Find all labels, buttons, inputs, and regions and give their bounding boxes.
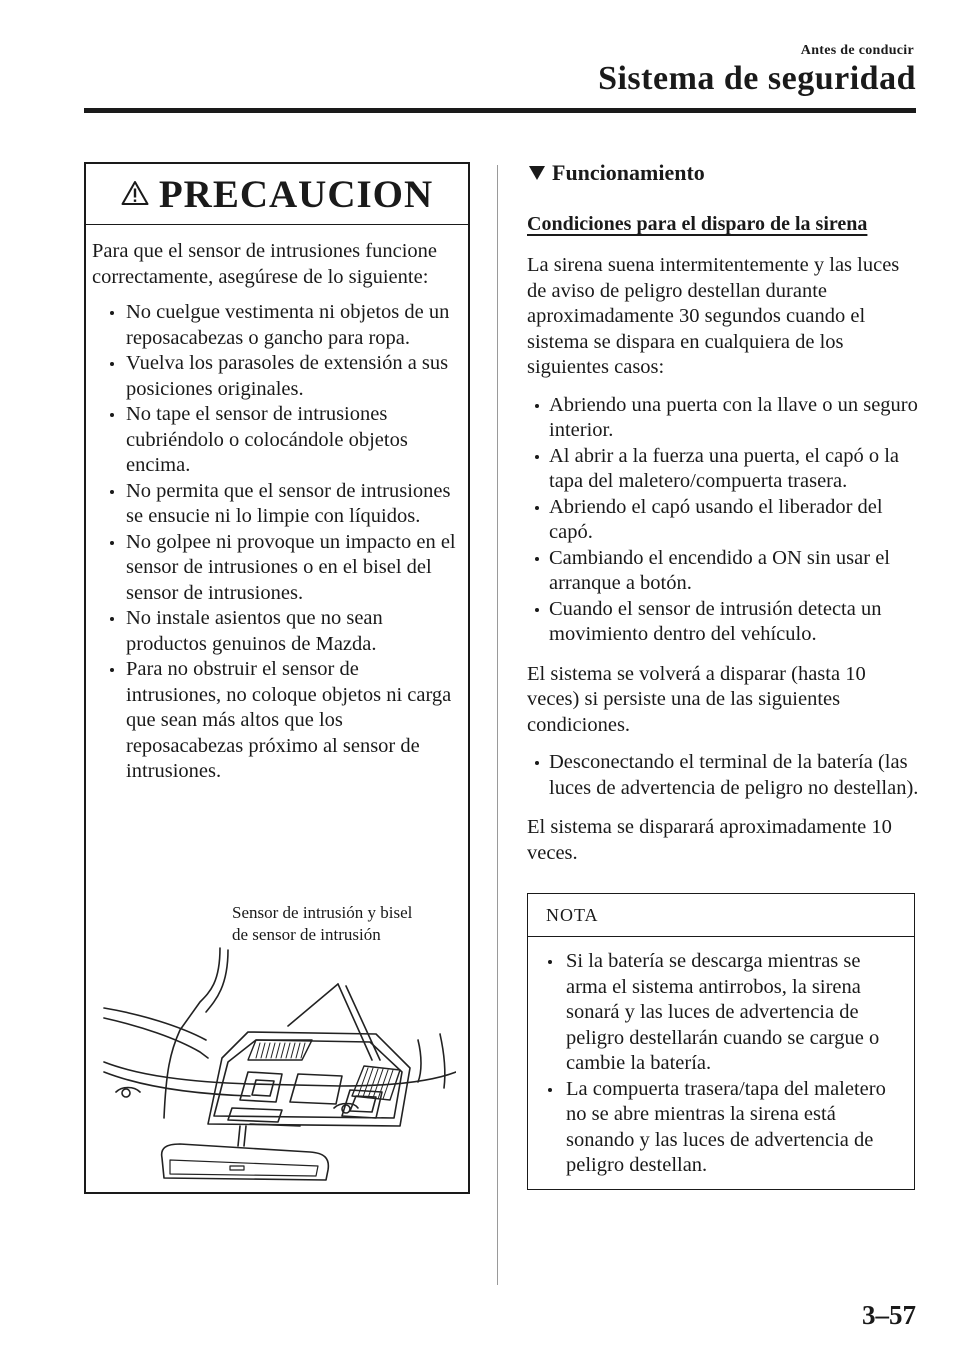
caution-list	[92, 300, 458, 785]
paragraph: El sistema se volverá a disparar (hasta 10 veces) si persiste una de las siguientes condiciones.	[527, 662, 866, 736]
caution-item-text: Vuelva los parasoles de extensión a sus posiciones originales.	[126, 352, 449, 400]
list-item-text: Al abrir a la fuerza una puerta, el capó o la tapa del maletero/compuerta trasera.	[549, 444, 900, 492]
section-heading	[528, 160, 705, 186]
subheading: Condiciones para el disparo de la sirena	[527, 213, 868, 235]
figure-label-line: de sensor de intrusión	[232, 925, 381, 944]
list-item	[527, 546, 919, 597]
bullet-icon	[110, 668, 114, 672]
caution-item-text: Para no obstruir el sensor de intrusiones, no coloque objetos ni carga que sean más altos que los reposacabezas próximo al sensor de intrusiones.	[126, 658, 452, 782]
bullet-icon	[110, 541, 114, 545]
caution-item-text: No golpee ni provoque un impacto en el sensor de intrusiones o en el bisel del sensor de intrusiones.	[126, 530, 456, 604]
caution-item-text: No permita que el sensor de intrusiones se ensucie ni lo limpie con líquidos.	[126, 479, 451, 527]
section-heading-text: Funcionamiento	[552, 160, 705, 185]
bullet-icon	[548, 1088, 552, 1092]
note-item	[528, 1077, 906, 1179]
note-list	[528, 949, 906, 1179]
caution-item	[92, 657, 458, 785]
list-item-text: Cambiando el encendido a ON sin usar el arranque a botón.	[549, 546, 891, 594]
note-item-text: Si la batería se descarga mientras se arma el sistema antirrobos, la sirena sonará y las luces de advertencia de peligro destellarán cuando se cargue o cambie la batería.	[566, 950, 880, 1074]
bullet-icon	[535, 557, 539, 561]
caution-item	[92, 530, 458, 607]
bullet-icon	[535, 608, 539, 612]
paragraph: La sirena suena intermitentemente y las luces de aviso de peligro destellan durante aproximadamente 30 segundos cuando el sistema se dispara en cualquiera de los siguientes casos:	[527, 254, 900, 378]
triangle-down-icon	[528, 165, 546, 181]
caution-item	[92, 402, 458, 479]
bullet-icon	[535, 506, 539, 510]
caution-item	[92, 606, 458, 657]
note-item	[528, 949, 906, 1077]
main-content	[527, 253, 919, 866]
caution-item-text: No tape el sensor de intrusiones cubriéndolo o colocándole objetos encima.	[126, 403, 408, 476]
bullet-icon	[110, 413, 114, 417]
bullet-icon	[535, 455, 539, 459]
header-section-label: Antes de conducir	[800, 43, 914, 58]
figure-label-line: Sensor de intrusión y bisel	[232, 903, 413, 922]
bullet-icon	[535, 404, 539, 408]
list-item	[527, 597, 919, 648]
list-item-text: Abriendo una puerta con la llave o un seguro interior.	[549, 393, 918, 441]
caution-body	[86, 225, 468, 785]
caution-item	[92, 300, 458, 351]
trigger-list	[527, 393, 919, 648]
bullet-icon	[535, 761, 539, 765]
list-item	[527, 495, 919, 546]
list-item-text: Abriendo el capó usando el liberador del capó.	[549, 495, 883, 543]
bullet-icon	[548, 960, 552, 964]
caution-item	[92, 351, 458, 402]
caution-item	[92, 479, 458, 530]
note-box	[527, 893, 915, 1190]
caution-item-text: No instale asientos que no sean productos genuinos de Mazda.	[126, 607, 383, 655]
list-item-text: Cuando el sensor de intrusión detecta un movimiento dentro del vehículo.	[549, 597, 882, 645]
page-title: Sistema de seguridad	[598, 60, 916, 97]
page-number: 3–57	[862, 1300, 916, 1330]
retrigger-list	[527, 750, 919, 801]
intrusion-sensor-illustration	[100, 922, 456, 1184]
bullet-icon	[110, 362, 114, 366]
note-item-text: La compuerta trasera/tapa del maletero no se abre mientras la sirena está sonando y las luces de advertencia de peligro destellan.	[566, 1077, 886, 1176]
list-item	[527, 444, 919, 495]
column-divider	[497, 165, 498, 1285]
list-item-text: Desconectando el terminal de la batería (las luces de advertencia de peligro no destellan).	[549, 751, 919, 799]
bullet-icon	[110, 311, 114, 315]
note-title: NOTA	[528, 894, 914, 937]
list-item	[527, 393, 919, 444]
list-item	[527, 750, 919, 801]
note-body	[528, 937, 914, 1179]
header-rule	[84, 108, 916, 113]
caution-item-text: No cuelgue vestimenta ni objetos de un reposacabezas o gancho para ropa.	[126, 301, 450, 349]
caution-intro: Para que el sensor de intrusiones funcione correctamente, asegúrese de lo siguiente:	[92, 240, 437, 288]
bullet-icon	[110, 490, 114, 494]
caution-title: PRECAUCION	[158, 172, 434, 216]
caution-header	[86, 164, 468, 225]
bullet-icon	[110, 617, 114, 621]
paragraph: El sistema se disparará aproximadamente 10 veces.	[527, 816, 892, 864]
warning-icon	[121, 180, 149, 206]
caution-box	[84, 162, 470, 1194]
